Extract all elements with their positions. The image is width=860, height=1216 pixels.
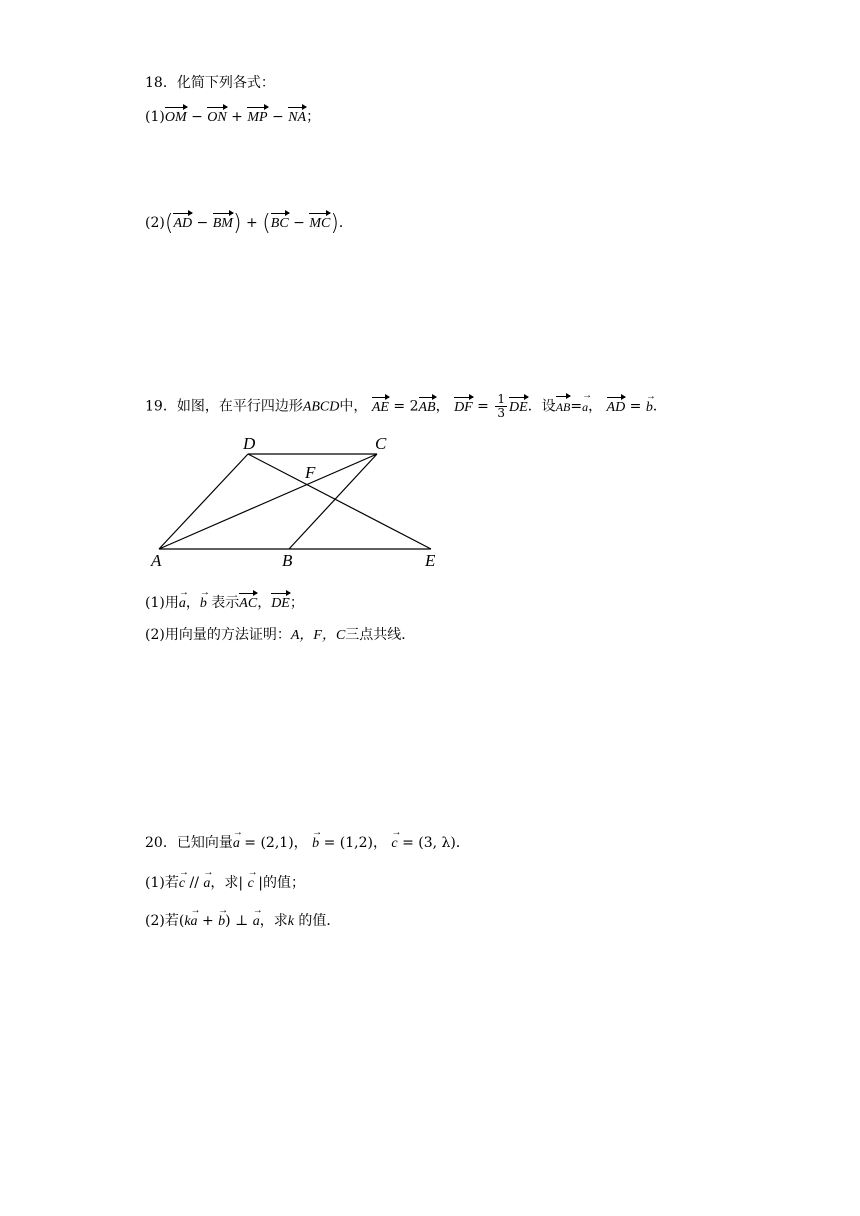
fraction-one-third: $\frac{1}{3}$: [497, 392, 506, 420]
q19-title: 19．如图，在平行四边形ABCD中， AE = 2AB， DF = $\frac{1}{3}$ DE．设AB=→ a， AD = → b．: [145, 393, 667, 420]
label-F: F: [305, 463, 316, 482]
q20-title: 20．已知向量→ a = (2,1)， → b = (1,2)， → c = (3, λ)．: [145, 833, 470, 854]
q19-part2: (2)用向量的方法证明：A，F，C三点共线．: [145, 627, 416, 643]
q18-part1: (1)OM − ON + MP − NA；: [145, 106, 320, 128]
label-B: B: [282, 551, 293, 570]
label-C: C: [375, 434, 387, 453]
q20-part1: (1)若→ c // → a，求| → c |的值；: [145, 873, 305, 894]
parallelogram-figure: [145, 432, 455, 572]
q18-title: 18．化简下列各式：: [145, 75, 275, 91]
label-A: A: [151, 551, 162, 570]
label-E: E: [425, 551, 436, 570]
q18-part2: (2)(AD − BM) + (BC − MC)．: [145, 211, 353, 236]
q20-part2: (2)若(k→ a + → b) ⊥ → a，求k 的值．: [145, 911, 340, 932]
label-D: D: [243, 434, 256, 453]
q19-part1: (1)用→ a，→ b 表示AC，DE；: [145, 592, 304, 614]
